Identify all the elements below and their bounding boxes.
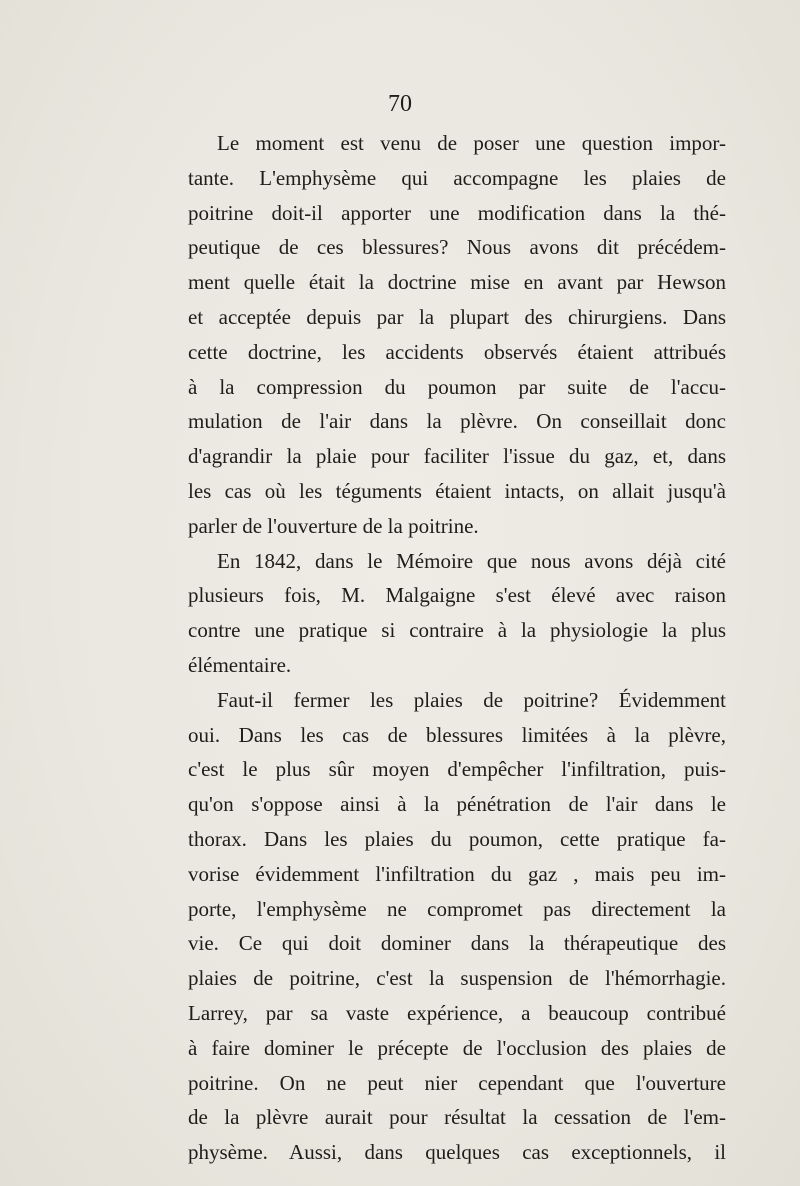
text-line: ment quelle était la doctrine mise en avant par Hewson — [188, 270, 726, 295]
text-line: Le moment est venu de poser une question impor- — [217, 131, 726, 155]
text-line: de la plèvre aurait pour résultat la cessation de l'em- — [188, 1105, 726, 1130]
text-line: Faut-il fermer les plaies de poitrine? Évidemment — [217, 687, 726, 712]
text-line: physème. Aussi, dans quelques cas exceptionnels, il — [188, 1140, 726, 1165]
text-line: qu'on s'oppose ainsi à la pénétration de l'air dans le — [188, 792, 726, 817]
text-line: vie. Ce qui doit dominer dans la thérapeutique des — [188, 931, 726, 956]
text-line: thorax. Dans les plaies du poumon, cette pratique fa- — [188, 826, 726, 851]
text-line: à la compression du poumon par suite de l'accu- — [188, 374, 726, 399]
body-text — [188, 126, 726, 1170]
text-line: et acceptée depuis par la plupart des chirurgiens. Dans — [188, 304, 726, 329]
text-line: poitrine. On ne peut nier cependant que l'ouverture — [188, 1070, 726, 1095]
text-line: à faire dominer le précepte de l'occlusion des plaies de — [188, 1035, 726, 1060]
text-line: tante. L'emphysème qui accompagne les plaies de — [188, 165, 726, 190]
text-line: oui. Dans les cas de blessures limitées à la plèvre, — [188, 722, 726, 747]
text-line: d'agrandir la plaie pour faciliter l'issue du gaz, et, dans — [188, 444, 726, 469]
text-line: vorise évidemment l'infiltration du gaz , mais peu im- — [188, 861, 726, 886]
text-line: mulation de l'air dans la plèvre. On conseillait donc — [188, 409, 726, 434]
text-line: peutique de ces blessures? Nous avons dit précédem- — [188, 235, 726, 260]
text-line: porte, l'emphysème ne compromet pas directement la — [188, 896, 726, 921]
text-line: cette doctrine, les accidents observés étaient attribués — [188, 339, 726, 364]
text-line: plusieurs fois, M. Malgaigne s'est élevé avec raison — [188, 583, 726, 608]
text-line: plaies de poitrine, c'est la suspension de l'hémorrhagie. — [188, 966, 726, 991]
text-line: parler de l'ouverture de la poitrine. — [188, 513, 479, 538]
text-line: contre une pratique si contraire à la physiologie la plus — [188, 618, 726, 643]
text-line: En 1842, dans le Mémoire que nous avons déjà cité — [217, 548, 726, 573]
page-number: 70 — [388, 91, 412, 117]
text-line: les cas où les téguments étaient intacts, on allait jusqu'à — [188, 478, 726, 503]
text-line: Larrey, par sa vaste expérience, a beaucoup contribué — [188, 1000, 726, 1025]
text-line: c'est le plus sûr moyen d'empêcher l'infiltration, puis- — [188, 757, 726, 782]
text-line: élémentaire. — [188, 652, 292, 677]
text-line: poitrine doit-il apporter une modification dans la thé- — [188, 200, 726, 225]
